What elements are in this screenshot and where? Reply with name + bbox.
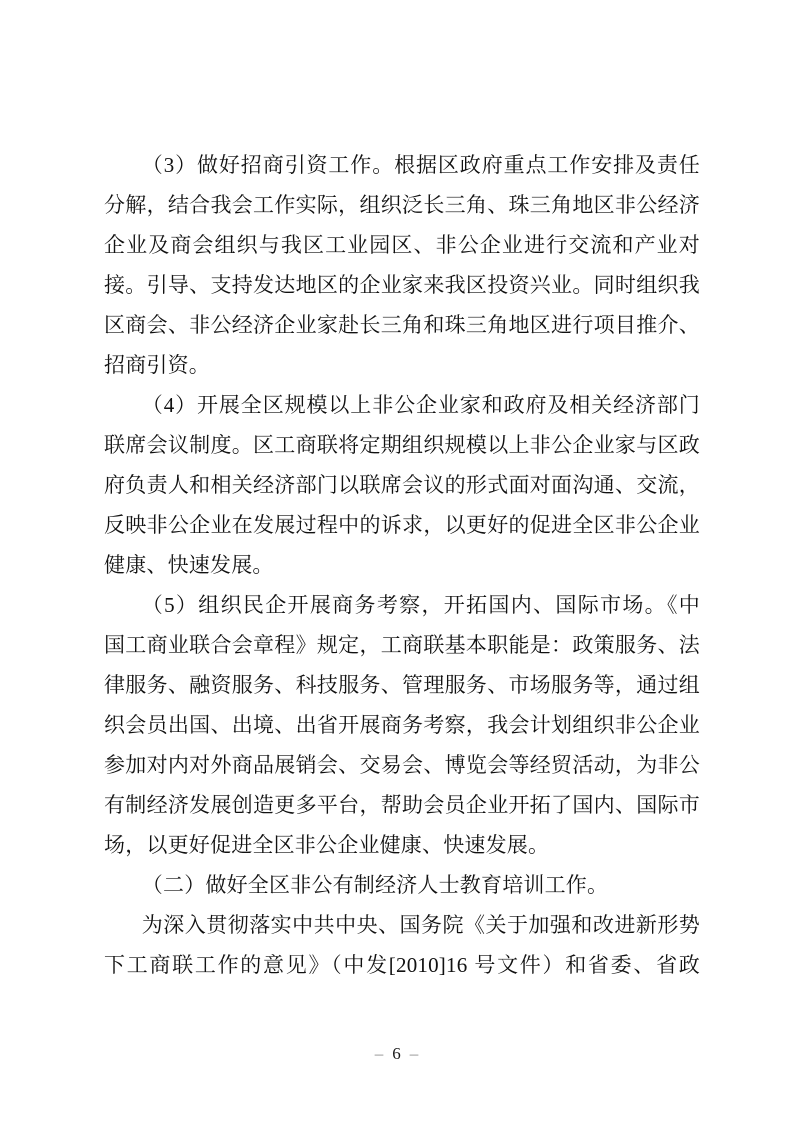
page-number: 6 <box>392 1044 401 1063</box>
text-line: 健康、快速发展。 <box>104 553 274 577</box>
text-line: 织会员出国、出境、出省开展商务考察，我会计划组织非公企业 <box>104 713 700 737</box>
paragraph-section-2-intro <box>104 905 700 985</box>
text-line: 接。引导、支持发达地区的企业家来我区投资兴业。同时组织我 <box>104 273 700 297</box>
text-line: 联席会议制度。区工商联将定期组织规模以上非公企业家与区政 <box>104 433 700 457</box>
page-number-right-dash: – <box>409 1044 419 1063</box>
text-line: 参加对内对外商品展销会、交易会、博览会等经贸活动，为非公 <box>104 753 700 777</box>
text-line: 国工商业联合会章程》规定，工商联基本职能是：政策服务、法 <box>104 633 700 657</box>
document-body <box>104 145 700 985</box>
paragraph-item-3-investment-promotion <box>104 145 700 385</box>
text-line: 区商会、非公经济企业家赴长三角和珠三角地区进行项目推介、 <box>104 313 700 337</box>
text-line: （3）做好招商引资工作。根据区政府重点工作安排及责任 <box>141 153 700 177</box>
text-line: 为深入贯彻落实中共中央、国务院《关于加强和改进新形势 <box>141 913 700 937</box>
text-line: 律服务、融资服务、科技服务、管理服务、市场服务等，通过组 <box>104 673 700 697</box>
text-line: （二）做好全区非公有制经济人士教育培训工作。 <box>141 873 609 897</box>
text-line: 企业及商会组织与我区工业园区、非公企业进行交流和产业对 <box>104 233 700 257</box>
text-line: （4）开展全区规模以上非公企业家和政府及相关经济部门 <box>141 393 700 417</box>
paragraph-item-5-business-investigation <box>104 585 700 865</box>
page-footer <box>0 1042 793 1066</box>
paragraph-section-2-heading <box>104 865 700 905</box>
text-line: 下工商联工作的意见》（中发[2010]16 号文件）和省委、省政 <box>104 953 700 977</box>
text-line: 反映非公企业在发展过程中的诉求，以更好的促进全区非公企业 <box>104 513 700 537</box>
text-line: 府负责人和相关经济部门以联席会议的形式面对面沟通、交流， <box>104 473 700 497</box>
page-number-left-dash: – <box>374 1044 384 1063</box>
paragraph-item-4-joint-conference <box>104 385 700 585</box>
text-line: （5）组织民企开展商务考察，开拓国内、国际市场。《中 <box>141 593 700 617</box>
text-line: 招商引资。 <box>104 353 210 377</box>
text-line: 场，以更好促进全区非公企业健康、快速发展。 <box>104 833 550 857</box>
text-line: 分解，结合我会工作实际，组织泛长三角、珠三角地区非公经济 <box>104 193 700 217</box>
text-line: 有制经济发展创造更多平台，帮助会员企业开拓了国内、国际市 <box>104 793 700 817</box>
